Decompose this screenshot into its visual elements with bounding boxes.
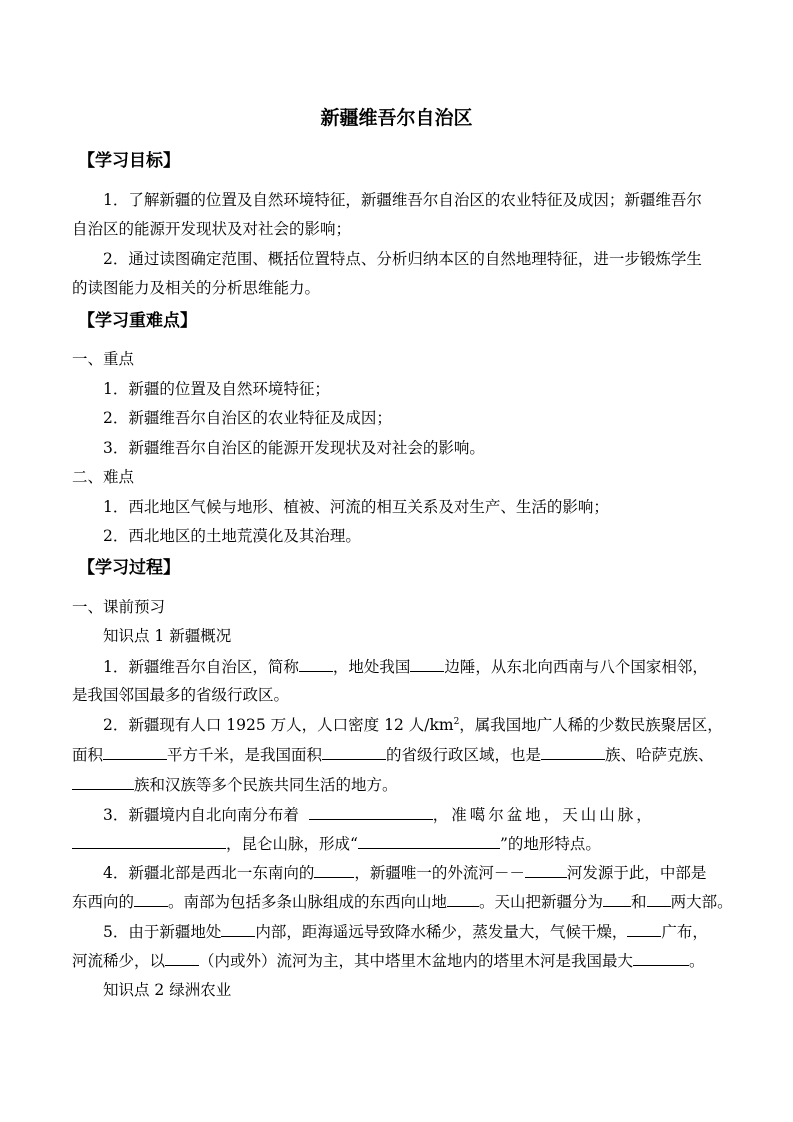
difficulty-section-label: 二、难点 (72, 468, 135, 486)
question-3-line-1: 3．新疆境内自北向南分布着 ，准噶尔盆地，天山山脉， (103, 806, 655, 824)
fill-blank[interactable] (309, 804, 433, 820)
fill-blank[interactable] (358, 833, 500, 849)
fill-blank[interactable] (633, 950, 689, 966)
fill-blank[interactable] (72, 774, 134, 790)
fill-blank[interactable] (322, 744, 386, 760)
question-2-line-1: 2．新疆现有人口 1925 万人，人口密度 12 人$/km^2$，属我国地广人稀的少数民族聚居区， (103, 716, 723, 734)
fill-blank[interactable] (165, 950, 199, 966)
question-4-line-1: 4．新疆北部是西北一东南向的 ，新疆唯一的外流河－－ 河发源于此，中部是 (103, 864, 707, 882)
objective-2-line-1: 2．通过读图确定范围、概括位置特点、分析归纳本区的自然地理特征，进一步锻炼学生 (103, 250, 702, 268)
fill-blank[interactable] (541, 744, 605, 760)
preview-section-label: 一、课前预习 (72, 598, 166, 616)
difficulty-point-1: 1．西北地区气候与地形、植被、河流的相互关系及对生产、生活的影响； (103, 498, 609, 516)
page-title: 新疆维吾尔自治区 (320, 107, 473, 129)
objectives-heading: 【学习目标】 (78, 151, 180, 171)
fill-blank[interactable] (525, 862, 567, 878)
fill-blank[interactable] (410, 656, 444, 672)
knowledge-point-1-title: 知识点 1 新疆概况 (103, 627, 232, 645)
fill-blank[interactable] (627, 921, 661, 937)
question-4-line-2: 东西向的 。南部为包括多条山脉组成的东西向山地 。天山把新疆分为 和 两大部。 (72, 893, 733, 911)
difficulty-point-2: 2．西北地区的土地荒漠化及其治理。 (103, 527, 361, 545)
question-3-line-2: ，昆仑山脉，形成“ ”的地形特点。 (72, 833, 601, 854)
knowledge-point-2-title: 知识点 2 绿洲农业 (103, 981, 232, 999)
fill-blank[interactable] (103, 744, 167, 760)
objective-1-line-2: 自治区的能源开发现状及对社会的影响； (72, 220, 352, 238)
fill-blank[interactable] (299, 656, 333, 672)
key-point-1: 1．新疆的位置及自然环境特征； (103, 380, 330, 398)
key-point-3: 3．新疆维吾尔自治区的能源开发现状及对社会的影响。 (103, 439, 485, 457)
fill-blank[interactable] (314, 862, 354, 878)
fill-blank[interactable] (72, 833, 226, 849)
objective-1-line-1: 1．了解新疆的位置及自然环境特征，新疆维吾尔自治区的农业特征及成因；新疆维吾尔 (103, 191, 702, 209)
fill-blank[interactable] (603, 891, 631, 907)
fill-blank[interactable] (447, 891, 479, 907)
fill-blank[interactable] (221, 921, 255, 937)
question-1-line-1: 1．新疆维吾尔自治区，简称 ，地处我国 边陲，从东北向西南与八个国家相邻， (103, 658, 708, 676)
fill-blank[interactable] (647, 891, 671, 907)
fill-blank[interactable] (134, 891, 168, 907)
question-5-line-2: 河流稀少，以 （内或外）流河为主，其中塔里木盆地内的塔里木河是我国最大 。 (72, 952, 705, 970)
key-point-2: 2．新疆维吾尔自治区的农业特征及成因； (103, 409, 392, 427)
question-2-line-3: 族和汉族等多个民族共同生活的地方。 (72, 774, 398, 795)
key-section-label: 一、重点 (72, 350, 135, 368)
question-5-line-1: 5．由于新疆地处 内部，距海遥远导致降水稀少，蒸发量大，气候干燥， 广布， (103, 923, 708, 941)
objective-2-line-2: 的读图能力及相关的分析思维能力。 (72, 279, 321, 297)
process-heading: 【学习过程】 (78, 558, 180, 578)
key-points-heading: 【学习重难点】 (78, 311, 197, 331)
question-1-line-2: 是我国邻国最多的省级行政区。 (72, 686, 290, 704)
question-2-line-2: 面积 平方千米，是我国面积 的省级行政区域，也是 族、哈萨克族、 (72, 746, 714, 764)
